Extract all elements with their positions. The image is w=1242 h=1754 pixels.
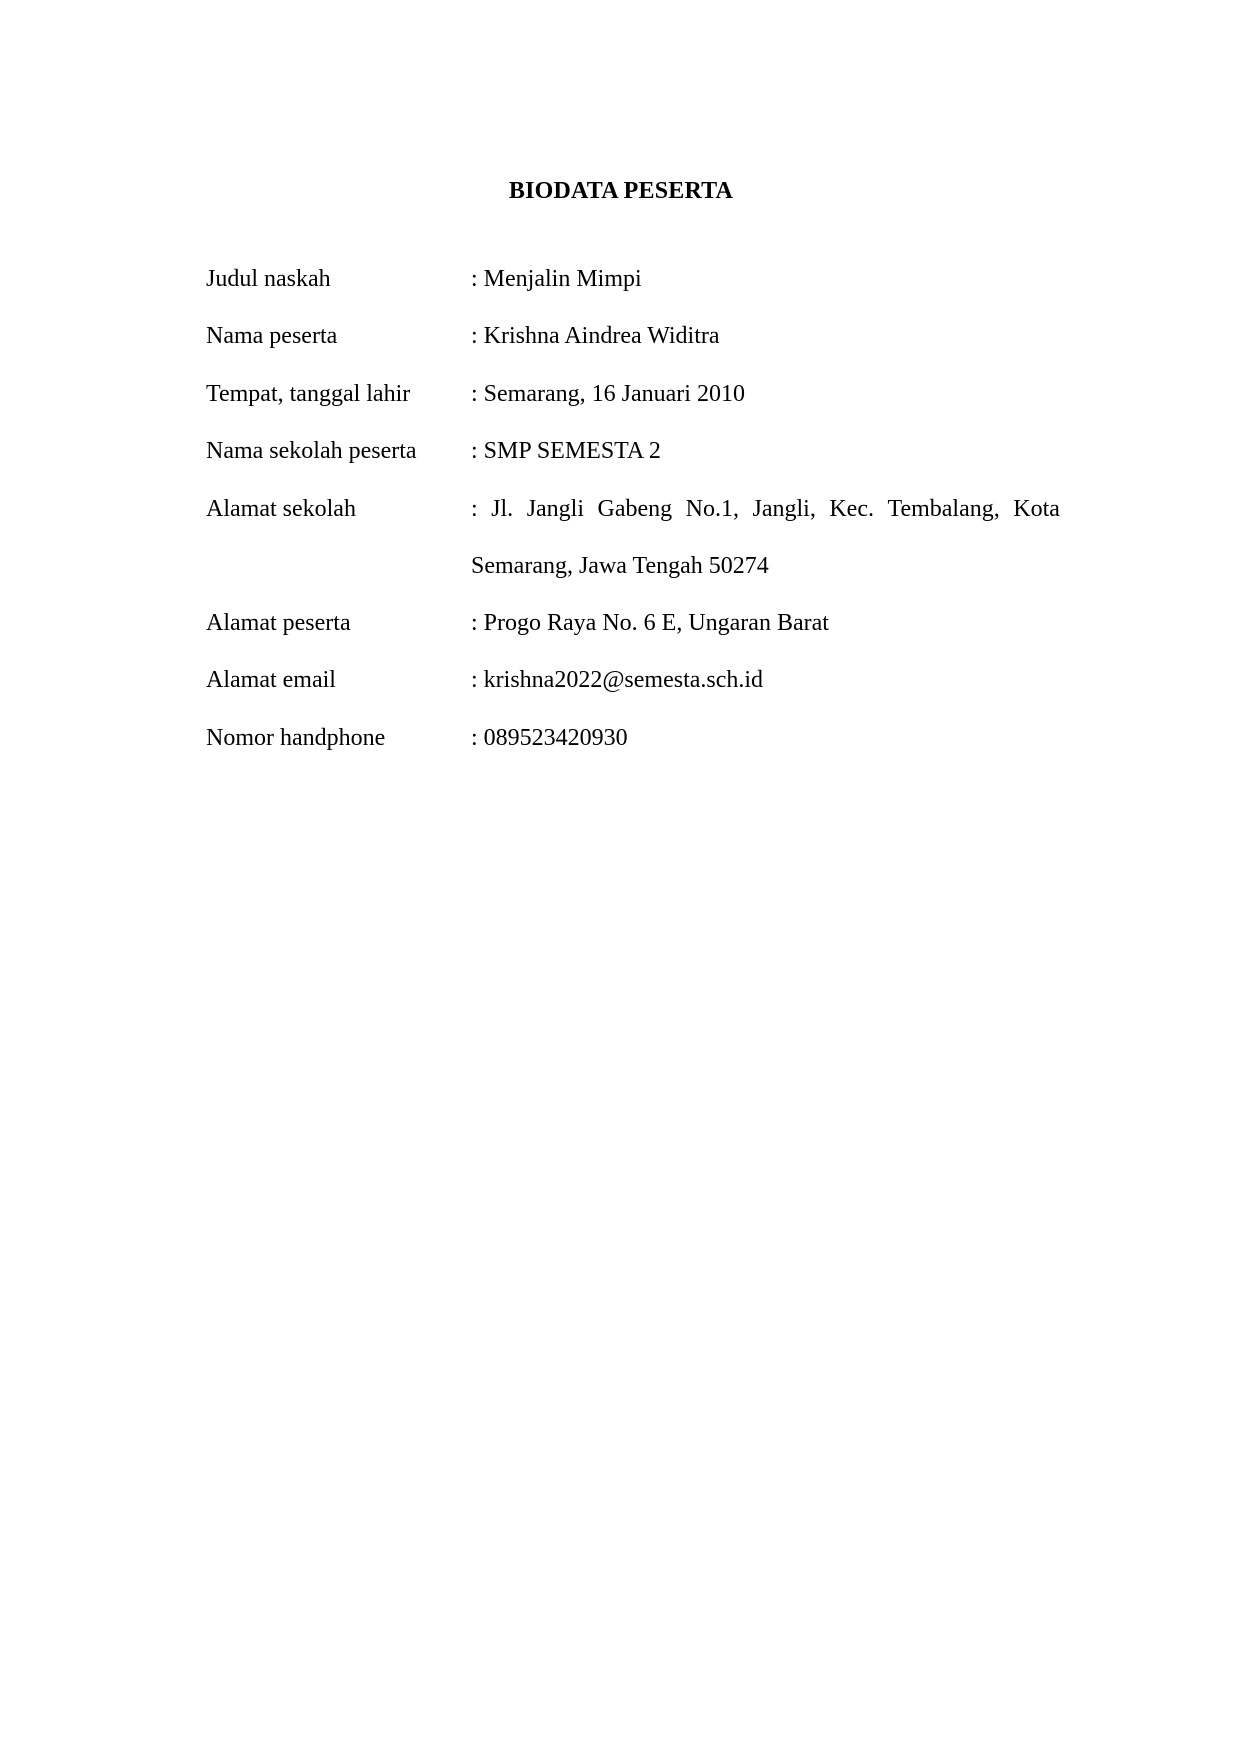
value-word: Jl. — [491, 496, 514, 522]
value-word: Tembalang, — [887, 496, 1000, 522]
field-value: : 089523420930 — [471, 725, 628, 751]
value-word: No.1, — [685, 496, 739, 522]
field-label: Tempat, tanggal lahir — [206, 381, 411, 407]
field-value-line-1 — [471, 494, 1060, 524]
value-word: Jangli, — [752, 496, 816, 522]
value-word: : — [471, 496, 478, 522]
field-value: : Krishna Aindrea Widitra — [471, 323, 720, 349]
field-label: Nama sekolah peserta — [206, 438, 417, 464]
field-value: : Progo Raya No. 6 E, Ungaran Barat — [471, 610, 829, 636]
field-label: Alamat email — [206, 667, 336, 693]
value-word: Kota — [1013, 496, 1060, 522]
page-title: BIODATA PESERTA — [508, 178, 734, 204]
field-label: Judul naskah — [206, 266, 331, 292]
field-value: : SMP SEMESTA 2 — [471, 438, 661, 464]
field-value: : Menjalin Mimpi — [471, 266, 642, 292]
field-label: Alamat sekolah — [206, 496, 356, 522]
field-label: Alamat peserta — [206, 610, 351, 636]
value-word: Gabeng — [597, 496, 673, 522]
field-label: Nama peserta — [206, 323, 338, 349]
value-word: Jangli — [526, 496, 585, 522]
field-label: Nomor handphone — [206, 725, 386, 751]
value-word: Kec. — [829, 496, 874, 522]
field-value: : krishna2022@semesta.sch.id — [471, 667, 764, 693]
field-value-line-2: Semarang, Jawa Tengah 50274 — [471, 553, 769, 579]
field-value: : Semarang, 16 Januari 2010 — [471, 381, 745, 407]
